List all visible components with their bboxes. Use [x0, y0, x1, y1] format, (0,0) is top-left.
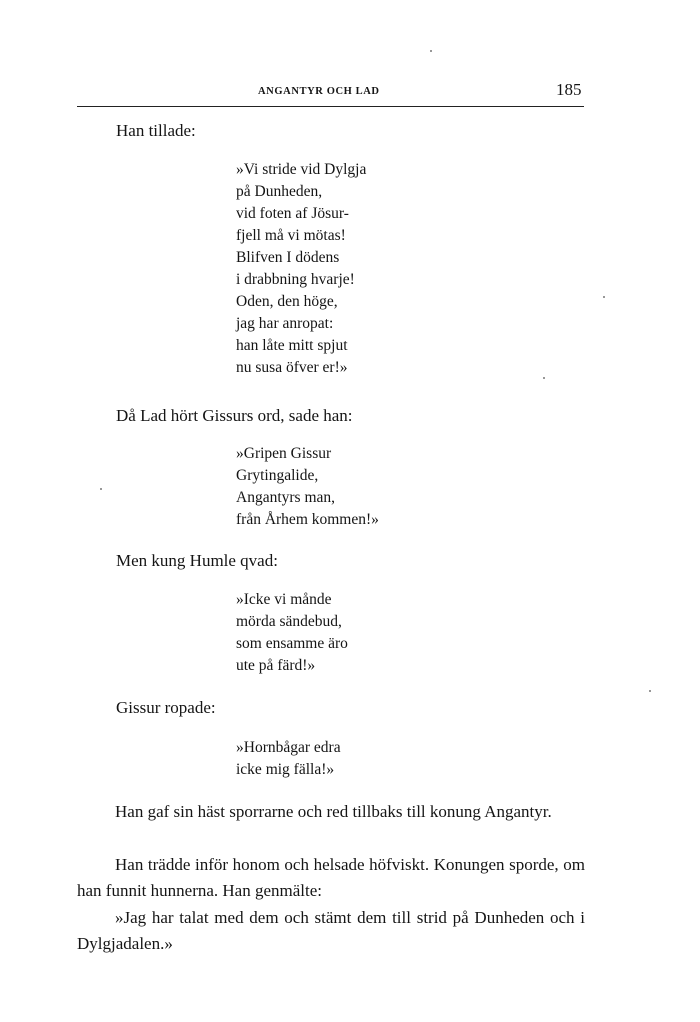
- paragraph-1: Han gaf sin häst sporrarne och red tillbaks till konung Angantyr.: [115, 802, 552, 821]
- verse-line: som ensamme äro: [236, 635, 348, 652]
- print-speck: [430, 50, 432, 52]
- verse-line: på Dunheden,: [236, 183, 323, 200]
- header-rule: [77, 106, 584, 107]
- verse-line: i drabbning hvarje!: [236, 271, 355, 288]
- verse-line: »Vi stride vid Dylgja: [236, 161, 367, 178]
- verse-line: fjell må vi mötas!: [236, 227, 346, 244]
- intro-line-4: Gissur ropade:: [116, 698, 216, 717]
- print-speck: [100, 488, 102, 490]
- verse-line: »Hornbågar edra: [236, 739, 341, 756]
- verse-line: mörda sändebud,: [236, 613, 342, 630]
- verse-line: från Århem kommen!»: [236, 511, 379, 528]
- verse-line: vid foten af Jösur-: [236, 205, 349, 222]
- print-speck: [603, 296, 605, 298]
- intro-line-2: Då Lad hört Gissurs ord, sade han:: [116, 406, 353, 425]
- verse-line: Oden, den höge,: [236, 293, 338, 310]
- intro-line-3: Men kung Humle qvad:: [116, 551, 278, 570]
- print-speck: [649, 690, 651, 692]
- paragraph-2: Han trädde inför honom och helsade höfviskt. Konungen sporde, om han funnit hunnerna. Han genmälte:: [77, 855, 585, 900]
- running-title: ANGANTYR OCH LAD: [258, 86, 380, 97]
- verse-line: »Icke vi månde: [236, 591, 332, 608]
- verse-line: ute på färd!»: [236, 657, 316, 674]
- page-number: 185: [556, 80, 582, 99]
- verse-line: jag har anropat:: [236, 315, 334, 332]
- verse-line: Blifven I dödens: [236, 249, 340, 266]
- verse-line: Angantyrs man,: [236, 489, 336, 506]
- verse-line: nu susa öfver er!»: [236, 359, 348, 376]
- verse-line: icke mig fälla!»: [236, 761, 335, 778]
- print-speck: [543, 377, 545, 379]
- verse-line: Grytingalide,: [236, 467, 319, 484]
- paragraph-3: »Jag har talat med dem och stämt dem till strid på Dunheden och i Dylgjadalen.»: [77, 908, 585, 953]
- verse-line: han låte mitt spjut: [236, 337, 348, 354]
- verse-line: »Gripen Gissur: [236, 445, 332, 462]
- intro-line-1: Han tillade:: [116, 121, 196, 140]
